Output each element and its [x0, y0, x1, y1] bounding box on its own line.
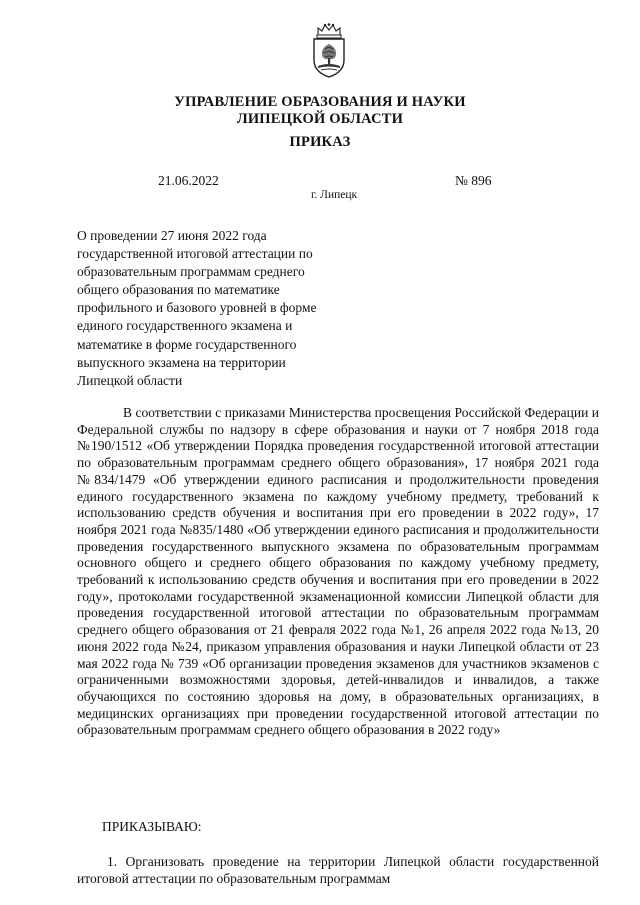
subject-line: О проведении 27 июня 2022 года	[77, 228, 267, 243]
subject-line: единого государственного экзамена и	[77, 318, 293, 334]
order-number: № 896	[455, 173, 492, 188]
order-city: г. Липецк	[311, 189, 358, 201]
subject-line: выпускного экзамена на территории	[77, 354, 286, 370]
coat-of-arms-icon	[306, 22, 352, 80]
order-date: 21.06.2022	[158, 173, 219, 188]
subject-line: образовательным программам среднего	[77, 264, 305, 280]
organization-name-line-1: УПРАВЛЕНИЕ ОБРАЗОВАНИЯ И НАУКИ	[174, 94, 466, 110]
subject-line: математике в форме государственного	[77, 336, 297, 352]
subject-line: профильного и базового уровней в форме	[77, 300, 317, 316]
subject-line: общего образования по математике	[77, 282, 280, 298]
order-subject	[77, 227, 362, 390]
subject-line: Липецкой области	[77, 372, 183, 388]
order-word: ПРИКАЗЫВАЮ:	[102, 819, 202, 834]
order-item-1: 1. Организовать проведение на территории Липецкой области государственной итоговой аттестации по образовательным программам	[77, 854, 599, 886]
preamble-paragraph: В соответствии с приказами Министерства просвещения Российской Федерации и Федеральной службы по надзору в сфере образования и науки от 7 ноября 2018 года №190/1512 «Об утверждении Порядка проведения государственной итоговой аттестации по образовательным программам среднего общего образования», 17 ноября 2021 года №834/1479 «Об утверждении единого расписания и продолжительности проведения единого государственного экзамена по каждому учебному предмету, требований к использованию средств обучения и воспитания при его проведении в 2022 году», 17 ноября 2021 года №835/1480 «Об утверждении единого расписания и продолжительности проведения государственного выпускного экзамена по образовательным программам основного общего и среднего общего образования по каждому учебному предмету, требований к использованию средств обучения и воспитания при его проведении в 2022 году», протоколами государственной экзаменационной комиссии Липецкой области для проведения государственной итоговой аттестации по образовательным программам среднего общего образования от 21 февраля 2022 года №1, 26 апреля 2022 года №13, 20 июня 2022 года №24, приказом управления образования и науки Липецкой области от 23 мая 2022 года № 739 «Об организации проведения экзаменов для участников экзаменов с ограниченными возможностями здоровья, детей-инвалидов и инвалидов, а также обучающихся по состоянию здоровья на дому, в образовательных организациях, в медицинских организациях при проведении государственной итоговой аттестации по образовательным программам среднего общего образования в 2022 году»	[77, 405, 599, 738]
subject-line: государственной итоговой аттестации по	[77, 246, 313, 262]
organization-name-line-2: ЛИПЕЦКОЙ ОБЛАСТИ	[236, 111, 404, 127]
document-type: ПРИКАЗ	[289, 134, 351, 150]
